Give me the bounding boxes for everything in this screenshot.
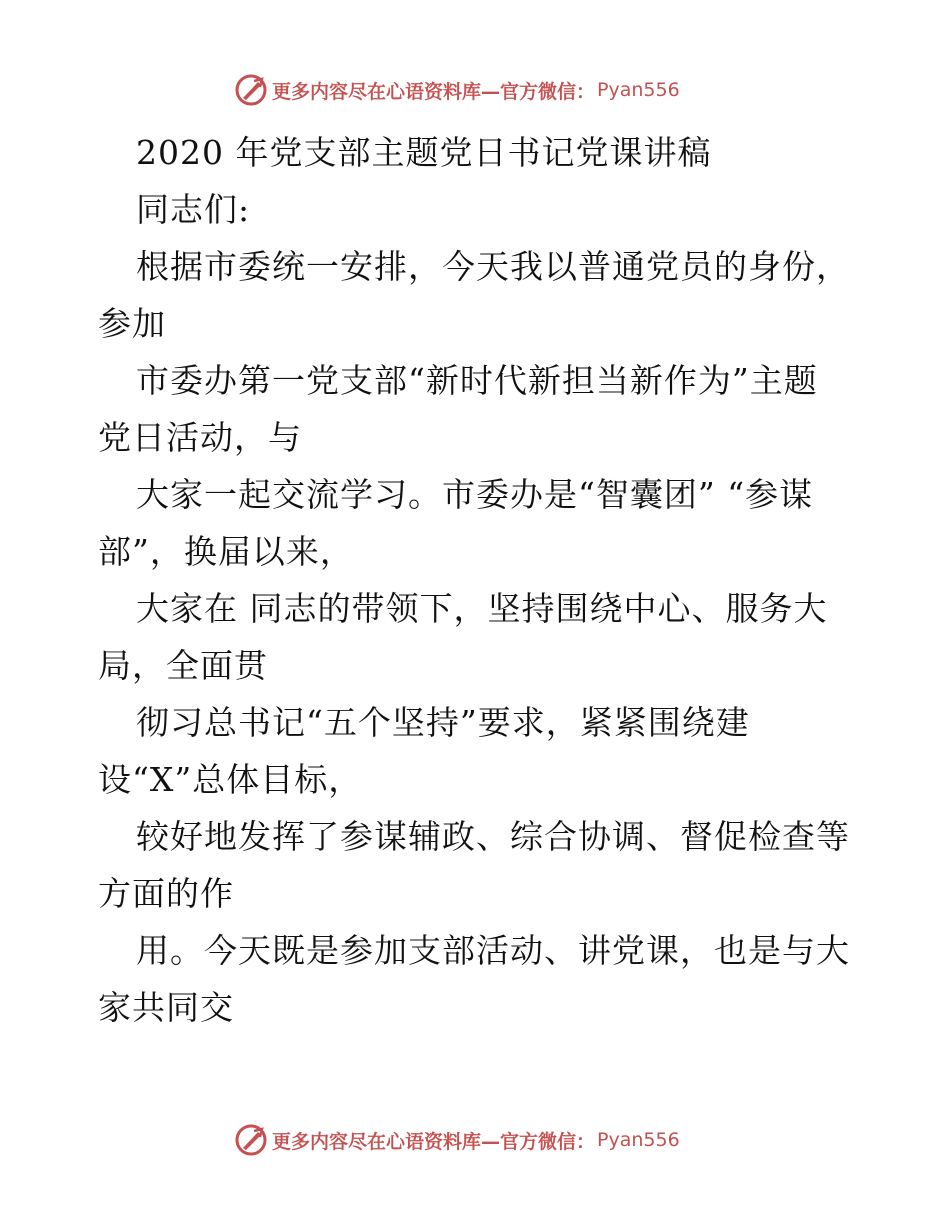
banner-wechat-id: Pyan556 bbox=[597, 79, 680, 101]
footer-watermark-banner bbox=[234, 1122, 680, 1158]
quill-seal-logo-icon bbox=[234, 1123, 268, 1157]
paragraph-line: 大家在 同志的带领下，坚持围绕中心、服务大 bbox=[136, 589, 828, 628]
paragraph-line: 用。今天既是参加支部活动、讲党课，也是与大 bbox=[136, 931, 850, 970]
banner-text: 更多内容尽在心语资料库—官方微信： bbox=[272, 1130, 596, 1153]
paragraph-line: 党日活动，与 bbox=[98, 418, 302, 457]
paragraph-line: 根据市委统一安排，今天我以普通党员的身份， bbox=[136, 247, 850, 286]
paragraph-line: 家共同交 bbox=[98, 988, 234, 1027]
banner-wechat-id: Pyan556 bbox=[597, 1129, 680, 1151]
header-watermark-banner bbox=[234, 72, 680, 108]
paragraph-line: 设“X”总体目标， bbox=[98, 760, 363, 799]
paragraph-line: 彻习总书记“五个坚持”要求，紧紧围绕建 bbox=[136, 703, 750, 742]
paragraph-line: 参加 bbox=[98, 304, 166, 343]
document-body bbox=[98, 124, 854, 1036]
paragraph-line: 大家一起交流学习。市委办是“智囊团” “参谋 bbox=[136, 475, 814, 514]
quill-seal-logo-icon bbox=[234, 73, 268, 107]
paragraph-line: 方面的作 bbox=[98, 874, 234, 913]
paragraph-line: 局，全面贯 bbox=[98, 646, 268, 685]
paragraph-line: 部”，换届以来， bbox=[98, 532, 354, 571]
banner-text: 更多内容尽在心语资料库—官方微信： bbox=[272, 80, 596, 103]
paragraph-line: 市委办第一党支部“新时代新担当新作为”主题 bbox=[136, 361, 818, 400]
document-title: 2020 年党支部主题党日书记党课讲稿 bbox=[136, 133, 712, 172]
paragraph-line: 较好地发挥了参谋辅政、综合协调、督促检查等 bbox=[136, 817, 850, 856]
salutation: 同志们: bbox=[136, 190, 251, 229]
